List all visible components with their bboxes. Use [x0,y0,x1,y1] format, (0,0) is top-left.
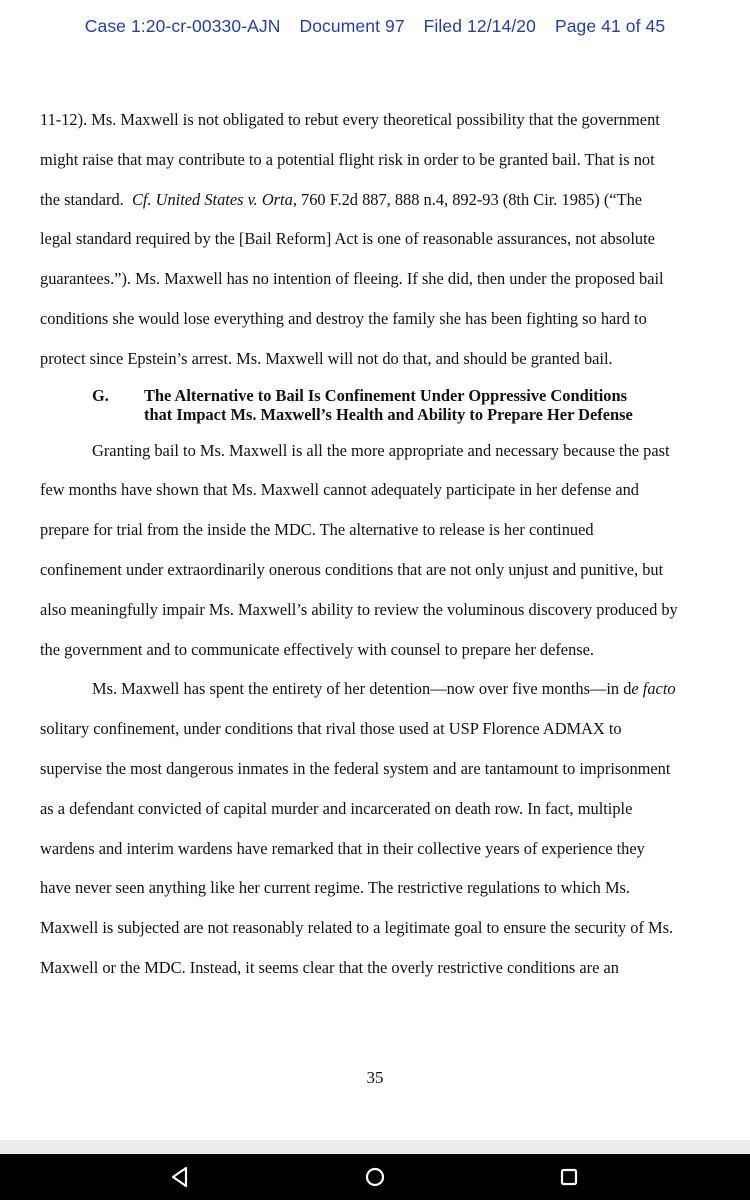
text-line [40,180,720,220]
text-line: few months have shown that Ms. Maxwell cannot adequately participate in her defense and [40,480,639,500]
text-line: protect since Epstein’s arrest. Ms. Maxwell will not do that, and should be granted bail. [40,348,613,368]
italic-term: e facto [631,679,676,699]
text-line: guarantees.”). Ms. Maxwell has no intention of fleeing. If she did, then under the proposed bail [40,269,664,289]
text-line: wardens and interim wardens have remarked that in their collective years of experience they [40,838,645,858]
case-number: Case 1:20-cr-00330-AJN [84,16,281,36]
filed-date: Filed 12/14/20 [423,16,536,36]
recents-icon [555,1163,583,1191]
text-line: also meaningfully impair Ms. Maxwell’s ability to review the voluminous discovery produced by [40,599,678,619]
recents-button[interactable] [555,1163,583,1191]
text-line: Granting bail to Ms. Maxwell is all the more appropriate and necessary because the past [92,440,670,460]
text-line: the government and to communicate effectively with counsel to prepare her defense. [40,639,595,659]
text-line: Maxwell is subjected are not reasonably related to a legitimate goal to ensure the security of Ms. [40,918,674,938]
document-header [0,16,750,37]
text-run: Ms. Maxwell has spent the entirety of her detention—now over five months—in d [92,679,632,699]
back-button[interactable] [166,1163,194,1191]
document-number: Document 97 [299,16,405,36]
text-line: confinement under extraordinarily onerous conditions that are not only unjust and punitive, but [40,559,664,579]
heading-line: The Alternative to Bail Is Confinement Under Oppressive Conditions [144,385,627,405]
back-icon [166,1163,194,1191]
text-line: have never seen anything like her current regime. The restrictive regulations to which Ms. [40,878,631,898]
text-run: the standard. [40,189,132,209]
text-line: might raise that may contribute to a potential flight risk in order to be granted bail. That is not [40,149,655,169]
android-navigation-bar [0,1154,750,1200]
text-line: 11-12). Ms. Maxwell is not obligated to rebut every theoretical possibility that the government [40,110,660,129]
heading-line: that Impact Ms. Maxwell’s Health and Ability to Prepare Her Defense [144,404,633,424]
viewer-bottom-margin [0,1140,750,1154]
document-body [40,100,720,988]
section-letter: G. [92,385,109,405]
text-line: conditions she would lose everything and destroy the family she has been fighting so hard to [40,308,647,328]
page-indicator: Page 41 of 45 [554,16,666,36]
text-run: , 760 F.2d 887, 888 n.4, 892-93 (8th Cir. 1985) (“The [292,189,643,209]
page-number: 35 [366,1068,384,1087]
text-line: supervise the most dangerous inmates in the federal system and are tantamount to imprisonment [40,758,671,778]
home-icon [361,1163,389,1191]
case-citation: Cf. United States v. Orta [131,189,293,209]
text-line: solitary confinement, under conditions that rival those used at USP Florence ADMAX to [40,719,622,739]
paragraph-2 [40,431,720,670]
text-line: as a defendant convicted of capital murder and incarcerated on death row. In fact, multiple [40,798,633,818]
paragraph-3 [40,669,720,987]
home-button[interactable] [361,1163,389,1191]
text-line [40,669,720,709]
text-line: Maxwell or the MDC. Instead, it seems clear that the overly restrictive conditions are an [40,957,619,977]
paragraph-1 [40,100,720,379]
text-line: legal standard required by the [Bail Reform] Act is one of reasonable assurances, not absolute [40,229,655,249]
section-heading [40,386,720,424]
text-line: prepare for trial from the inside the MDC. The alternative to release is her continued [40,520,594,540]
